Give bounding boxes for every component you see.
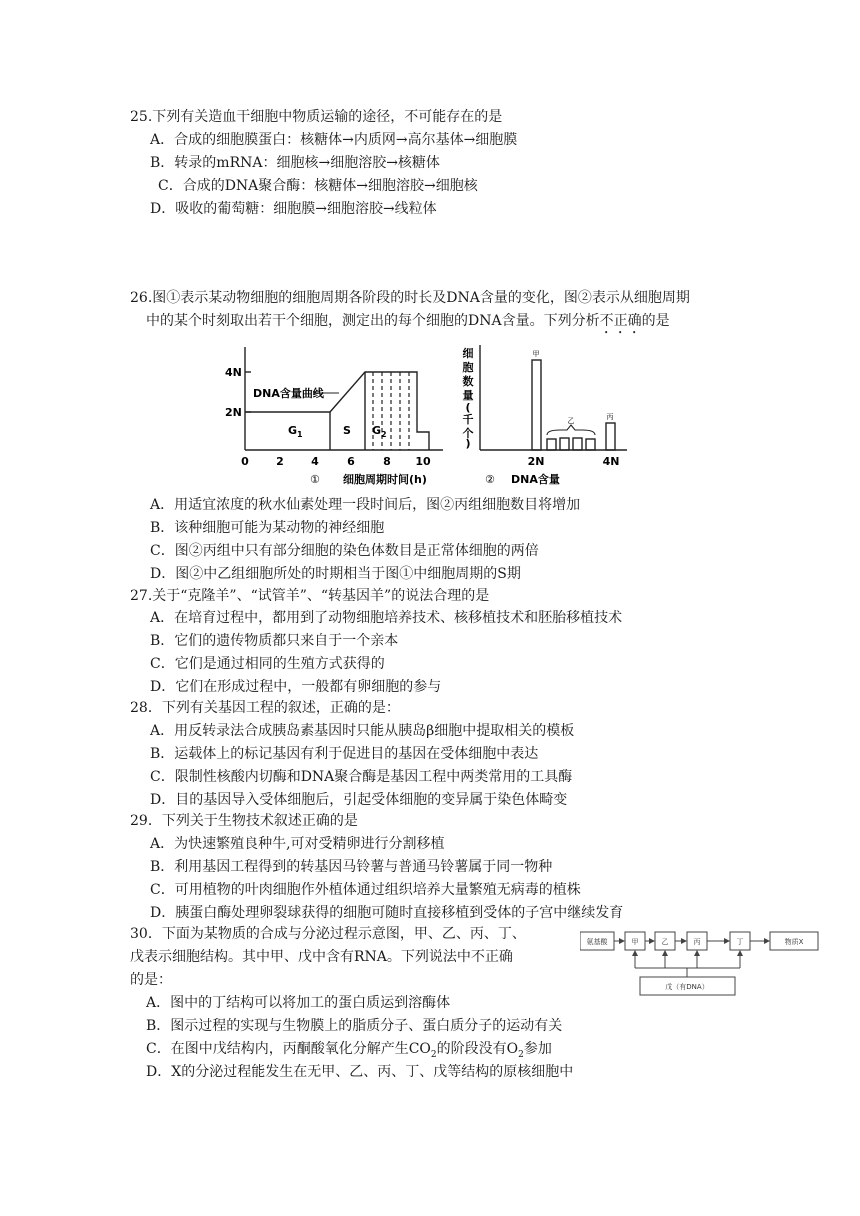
q26-stem-text: 中的某个时刻取出若干个细胞，测定出的每个细胞的DNA含量。下列分析 bbox=[146, 313, 600, 329]
q26-option-c: C．图②丙组中只有部分细胞的染色体数目是正常体细胞的两倍 bbox=[150, 543, 539, 559]
fig1-x-tick: 4 bbox=[311, 455, 319, 468]
q26-emphasis: 不正确 bbox=[599, 313, 642, 329]
secretion-flow-diagram bbox=[580, 925, 842, 1000]
label-wu: 戊（有DNA） bbox=[665, 983, 709, 991]
q27-option-b: B．它们的遗传物质都只来自于一个亲本 bbox=[150, 633, 399, 649]
q27-stem: 27.关于“克隆羊”、“试管羊”、“转基因羊”的说法合理的是 bbox=[130, 588, 490, 604]
fig2-number: ② bbox=[485, 473, 495, 486]
label-yi: 乙 bbox=[567, 417, 575, 425]
q28-option-b: B．运载体上的标记基因有利于促进目的基因在受体细胞中表达 bbox=[150, 746, 539, 762]
fig1-x-tick: 6 bbox=[347, 455, 355, 468]
q29-stem: 29．下列关于生物技术叙述正确的是 bbox=[130, 813, 358, 829]
q25-stem: 25.下列有关造血干细胞中物质运输的途径，不可能存在的是 bbox=[130, 109, 503, 125]
q28-option-d: D．目的基因导入受体细胞后，引起受体细胞的变异属于染色体畸变 bbox=[150, 792, 568, 808]
label-amino-acid: 氨基酸 bbox=[586, 938, 608, 946]
bar-yi-3 bbox=[573, 438, 582, 450]
bar-bing bbox=[606, 423, 615, 450]
q28-option-c: C．限制性核酸内切酶和DNA聚合酶是基因工程中两类常用的工具酶 bbox=[150, 769, 573, 785]
q30-stem-line3: 的是： bbox=[130, 972, 172, 988]
dna-curve-label: DNA含量曲线 bbox=[253, 387, 324, 400]
q29-option-b: B．利用基因工程得到的转基因马铃薯与普通马铃薯属于同一物种 bbox=[150, 859, 553, 875]
q30-c-sub: 2 bbox=[430, 1049, 437, 1060]
q30-c-text: 参加 bbox=[523, 1041, 552, 1057]
q30-c-sub: 2 bbox=[518, 1049, 524, 1060]
q27-option-a: A．在培育过程中，都用到了动物细胞培养技术、核移植技术和胚胎移植技术 bbox=[150, 610, 623, 626]
fig2-y-label: 千 bbox=[462, 413, 474, 426]
fig2-x-label: DNA含量 bbox=[511, 473, 560, 486]
label-bing: 丙 bbox=[693, 938, 701, 946]
dna-curve bbox=[245, 372, 429, 450]
q26-stem-line1: 26.图①表示某动物细胞的细胞周期各阶段的时长及DNA含量的变化，图②表示从细胞周期 bbox=[130, 290, 690, 306]
fig2-y-label: 细 bbox=[462, 347, 474, 360]
q30-option-a: A．图中的丁结构可以将加工的蛋白质运到溶酶体 bbox=[146, 995, 451, 1011]
label-ding: 丁 bbox=[736, 938, 744, 946]
label-jia: 甲 bbox=[532, 350, 540, 358]
fig1-x-tick: 2 bbox=[276, 455, 284, 468]
fig1-x-tick: 8 bbox=[383, 455, 391, 468]
fig2-y-label: 量 bbox=[462, 389, 474, 402]
yi-brace bbox=[547, 425, 595, 435]
fig1-number: ① bbox=[310, 473, 320, 486]
q30-c-text: C．在图中戊结构内，丙酮酸氧化分解产生CO bbox=[146, 1041, 431, 1057]
q29-option-d: D．胰蛋白酶处理卵裂球获得的细胞可随时直接移植到受体的子宫中继续发育 bbox=[150, 905, 624, 921]
s-label: S bbox=[343, 424, 351, 437]
label-substance-x: 物质X bbox=[784, 938, 804, 946]
bar-jia bbox=[532, 360, 541, 450]
label-yi: 乙 bbox=[661, 938, 669, 946]
q27-option-c: C．它们是通过相同的生殖方式获得的 bbox=[150, 656, 385, 672]
q30-option-d: D．X的分泌过程能发生在无甲、乙、丙、丁、戊等结构的原核细胞中 bbox=[146, 1064, 574, 1080]
q25-option-c: C．合成的DNA聚合酶：核糖体→细胞溶胶→细胞核 bbox=[158, 178, 478, 194]
fig2-y-label: 个 bbox=[462, 427, 474, 440]
q26-stem-line2 bbox=[146, 310, 670, 337]
q26-option-d: D．图②中乙组细胞所处的时期相当于图①中细胞周期的S期 bbox=[150, 566, 521, 582]
label-bing: 丙 bbox=[606, 413, 614, 421]
fig1-y-4n: 4N bbox=[225, 366, 242, 379]
figure-2 bbox=[480, 345, 627, 450]
q30-option-b: B．图示过程的实现与生物膜上的脂质分子、蛋白质分子的运动有关 bbox=[146, 1018, 563, 1034]
q30-stem-line1: 30．下面为某物质的合成与分泌过程示意图，甲、乙、丙、丁、 bbox=[130, 926, 526, 942]
fig2-x-2n: 2N bbox=[527, 455, 545, 468]
q28-option-a: A．用反转录法合成胰岛素基因时只能从胰岛β细胞中提取相关的模板 bbox=[150, 723, 575, 739]
q30-c-text: 的阶段没有O bbox=[436, 1041, 519, 1057]
g2-label: $G_2$ bbox=[372, 424, 387, 439]
q26-option-a: A．用适宜浓度的秋水仙素处理一段时间后，图②丙组细胞数目将增加 bbox=[150, 497, 581, 513]
bar-yi-1 bbox=[547, 439, 556, 450]
q30-stem-line2: 戊表示细胞结构。其中甲、戊中含有RNA。下列说法中不正确 bbox=[130, 949, 513, 965]
q29-option-a: A．为快速繁殖良种牛,可对受精卵进行分割移植 bbox=[150, 836, 445, 852]
q26-option-b: B．该种细胞可能为某动物的神经细胞 bbox=[150, 520, 385, 536]
fig2-x-4n: 4N bbox=[602, 455, 620, 468]
fig2-y-label: ( bbox=[465, 401, 471, 414]
q25-option-b: B．转录的mRNA：细胞核→细胞溶胶→核糖体 bbox=[150, 155, 440, 171]
fig2-y-label: 数 bbox=[462, 375, 474, 388]
q29-option-c: C．可用植物的叶肉细胞作外植体通过组织培养大量繁殖无病毒的植株 bbox=[150, 882, 581, 898]
cell-cycle-figures bbox=[215, 335, 645, 490]
q27-option-d: D．它们在形成过程中，一般都有卵细胞的参与 bbox=[150, 679, 442, 695]
fig2-y-label: ) bbox=[465, 437, 471, 450]
bar-yi-4 bbox=[586, 439, 595, 450]
g1-label: $G_1$ bbox=[288, 424, 303, 439]
fig2-y-label: 胞 bbox=[462, 361, 474, 374]
fig1-y-2n: 2N bbox=[225, 406, 242, 419]
fig1-x-tick: 0 bbox=[241, 455, 249, 468]
label-jia: 甲 bbox=[631, 938, 639, 946]
q25-option-a: A．合成的细胞膜蛋白：核糖体→内质网→高尔基体→细胞膜 bbox=[150, 132, 518, 148]
q28-stem: 28．下列有关基因工程的叙述，正确的是： bbox=[130, 700, 400, 716]
bar-yi-2 bbox=[560, 438, 569, 450]
q25-option-d: D．吸收的葡萄糖：细胞膜→细胞溶胶→线粒体 bbox=[150, 201, 437, 217]
fig1-x-tick: 10 bbox=[415, 455, 431, 468]
fig1-x-label: 细胞周期时间(h) bbox=[343, 473, 427, 486]
q26-stem-end: 的是 bbox=[641, 313, 670, 329]
